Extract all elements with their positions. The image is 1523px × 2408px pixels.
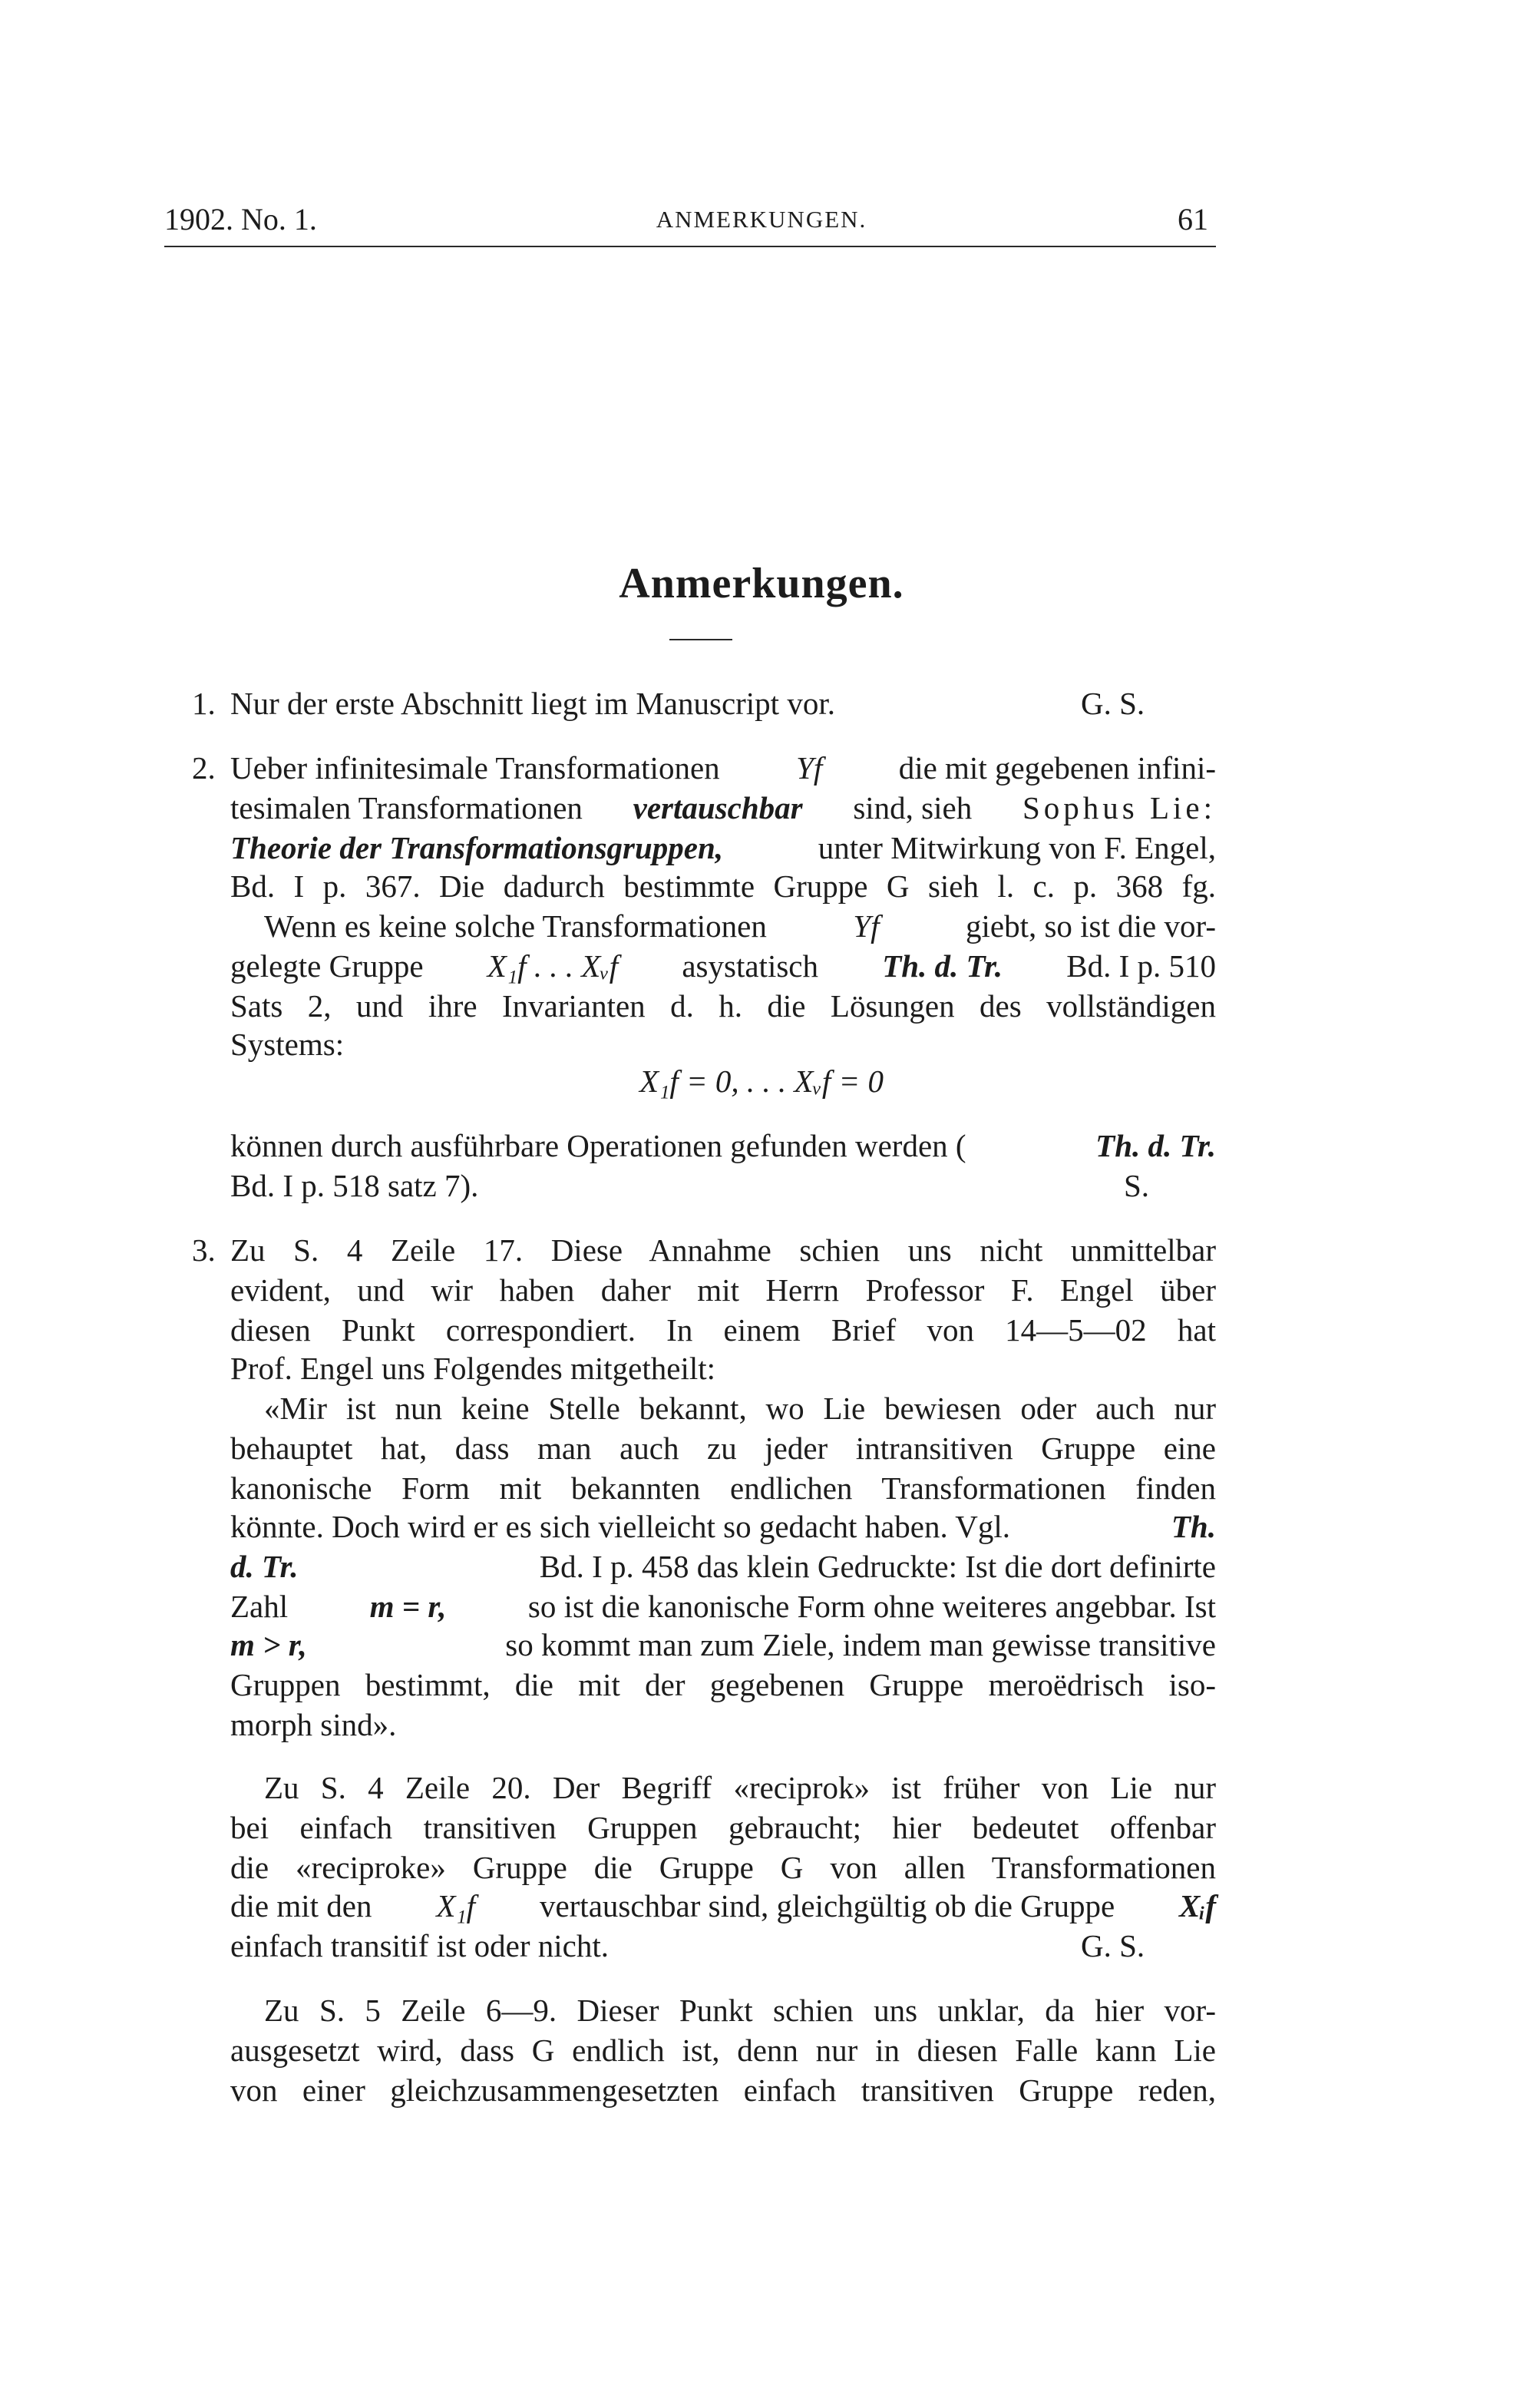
- note-2-line-6: [230, 948, 1216, 984]
- page-number: 61: [1178, 202, 1208, 237]
- note-1-signature: G. S.: [1081, 686, 1145, 721]
- note-2-line-5-math: Yf: [853, 908, 880, 944]
- note-3-para-2-line-4-math-2: Xᵢf: [1179, 1888, 1216, 1923]
- note-3-line-1: Zu S. 4 Zeile 17. Diese Annahme schien uns nicht unmittelbar: [230, 1232, 1216, 1268]
- note-2-line-4: Bd. I p. 367. Die dadurch bestimmte Gruppe G sieh l. c. p. 368 fg.: [230, 868, 1216, 904]
- running-header-left: 1902. No. 1.: [164, 202, 317, 237]
- quote-line-2: behauptet hat, dass man auch zu jeder intransitiven Gruppe eine: [230, 1431, 1216, 1466]
- note-2-line-9: [230, 1127, 1216, 1164]
- note-3-para-2-line-2: bei einfach transitiven Gruppen gebraucht; hier bedeutet offenbar: [230, 1810, 1216, 1845]
- quote-line-5-b: Bd. I p. 458 das klein Gedruckte: Ist die dort definirte: [539, 1549, 1216, 1584]
- note-2-line-6-a: gelegte Gruppe: [230, 948, 424, 984]
- note-3-signature: G. S.: [1081, 1928, 1145, 1963]
- note-2-line-1-math: Yf: [796, 750, 823, 786]
- note-2-author: Sophus Lie:: [1022, 790, 1216, 825]
- quote-line-7: [230, 1626, 1216, 1663]
- quote-line-4: [230, 1508, 1216, 1545]
- quote-line-4-a: könnte. Doch wird er es sich vielleicht so gedacht haben. Vgl.: [230, 1509, 1010, 1544]
- note-2-line-9-ref: Th. d. Tr.: [1095, 1128, 1216, 1163]
- note-3-para-2-line-4-math: X₁f: [436, 1888, 476, 1923]
- quote-line-6-math: m = r,: [369, 1589, 447, 1624]
- note-3-para-2-line-3: die «reciproke» Gruppe die Gruppe G von allen Transformationen: [230, 1850, 1216, 1885]
- note-3-para-2-line-1: Zu S. 4 Zeile 20. Der Begriff «reciprok» ist früher von Lie nur: [264, 1770, 1216, 1805]
- note-2-number: 2.: [192, 750, 216, 786]
- title-rule: [669, 639, 732, 640]
- quote-line-1: «Mir ist nun keine Stelle bekannt, wo Lie bewiesen oder auch nur: [264, 1391, 1216, 1426]
- quote-line-7-b: so kommt man zum Ziele, indem man gewisse transitive: [505, 1627, 1216, 1662]
- note-2-formula: [0, 1063, 1523, 1100]
- note-2-line-3: [230, 829, 1216, 866]
- note-2-line-5: [264, 908, 1216, 944]
- note-2-line-1-c: die mit gegebenen infini-: [898, 750, 1216, 786]
- note-2-line-2-a: tesimalen Transformationen: [230, 790, 583, 825]
- note-3-para-2-line-4: [230, 1887, 1216, 1924]
- note-3-line-3: diesen Punkt correspondiert. In einem Brief von 14—5—02 hat: [230, 1312, 1216, 1348]
- note-2-line-7: Sats 2, und ihre Invarianten d. h. die Lösungen des vollständigen: [230, 988, 1216, 1024]
- note-2-line-8: Systems:: [230, 1027, 345, 1062]
- quote-line-9: morph sind».: [230, 1707, 397, 1742]
- note-2-line-3-b: unter Mitwirkung von F. Engel,: [818, 830, 1216, 865]
- note-2-line-9-a: können durch ausführbare Operationen gefunden werden (: [230, 1128, 966, 1163]
- note-2-formula-text: X₁f = 0, . . . Xᵥf = 0: [639, 1063, 884, 1099]
- note-3-para-3-line-3: von einer gleichzusammengesetzten einfach transitiven Gruppe reden,: [230, 2072, 1216, 2108]
- note-2-line-1: [230, 749, 1216, 786]
- quote-line-7-math: m > r,: [230, 1627, 307, 1662]
- quote-line-6: [230, 1588, 1216, 1625]
- quote-line-6-a: Zahl: [230, 1589, 289, 1624]
- note-2-line-6-ref: Th. d. Tr.: [882, 948, 1003, 984]
- note-1-number: 1.: [192, 686, 216, 721]
- note-3-para-2-line-5: einfach transitif ist oder nicht.: [230, 1928, 609, 1963]
- note-2-line-2-emph: vertauschbar: [633, 790, 803, 825]
- note-3-para-3-line-2: ausgesetzt wird, dass G endlich ist, denn nur in diesen Falle kann Lie: [230, 2033, 1216, 2068]
- quote-line-8: Gruppen bestimmt, die mit der gegebenen Gruppe meroëdrisch iso-: [230, 1667, 1216, 1702]
- note-3-para-2-line-4-a: die mit den: [230, 1888, 372, 1923]
- page-title: Anmerkungen.: [619, 560, 904, 607]
- quote-line-5-ref: d. Tr.: [230, 1549, 299, 1584]
- note-2-line-2: [230, 789, 1216, 826]
- note-2-signature: S.: [1124, 1168, 1150, 1203]
- note-3-number: 3.: [192, 1232, 216, 1268]
- note-3-line-2: evident, und wir haben daher mit Herrn Professor F. Engel über: [230, 1272, 1216, 1308]
- note-2-line-10: Bd. I p. 518 satz 7).: [230, 1168, 479, 1203]
- quote-line-6-c: so ist die kanonische Form ohne weiteres angebbar. Ist: [527, 1589, 1216, 1624]
- note-2-book-title: Theorie der Transformationsgruppen,: [230, 830, 724, 865]
- note-2-line-5-c: giebt, so ist die vor-: [965, 908, 1216, 944]
- quote-line-4-ref: Th.: [1171, 1509, 1216, 1544]
- note-1-text: Nur der erste Abschnitt liegt im Manuscript vor.: [230, 686, 835, 721]
- note-2-line-5-a: Wenn es keine solche Transformationen: [264, 908, 767, 944]
- header-rule: [164, 246, 1216, 247]
- running-header-title: ANMERKUNGEN.: [656, 206, 867, 233]
- note-3-para-3-line-1: Zu S. 5 Zeile 6—9. Dieser Punkt schien uns unklar, da hier vor-: [264, 1993, 1216, 2028]
- note-2-line-6-math: X₁f . . . Xᵥf: [487, 948, 619, 984]
- quote-line-3: kanonische Form mit bekannten endlichen Transformationen finden: [230, 1470, 1216, 1506]
- note-2-line-1-a: Ueber infinitesimale Transformationen: [230, 750, 720, 786]
- quote-line-5: [230, 1548, 1216, 1585]
- note-3-para-2-line-4-c: vertauschbar sind, gleichgültig ob die Gruppe: [539, 1888, 1115, 1923]
- note-2-line-6-c: asystatisch: [682, 948, 818, 984]
- note-2-line-2-c: sind, sieh: [853, 790, 973, 825]
- note-2-line-6-e: Bd. I p. 510: [1066, 948, 1216, 984]
- note-3-line-4: Prof. Engel uns Folgendes mitgetheilt:: [230, 1351, 716, 1386]
